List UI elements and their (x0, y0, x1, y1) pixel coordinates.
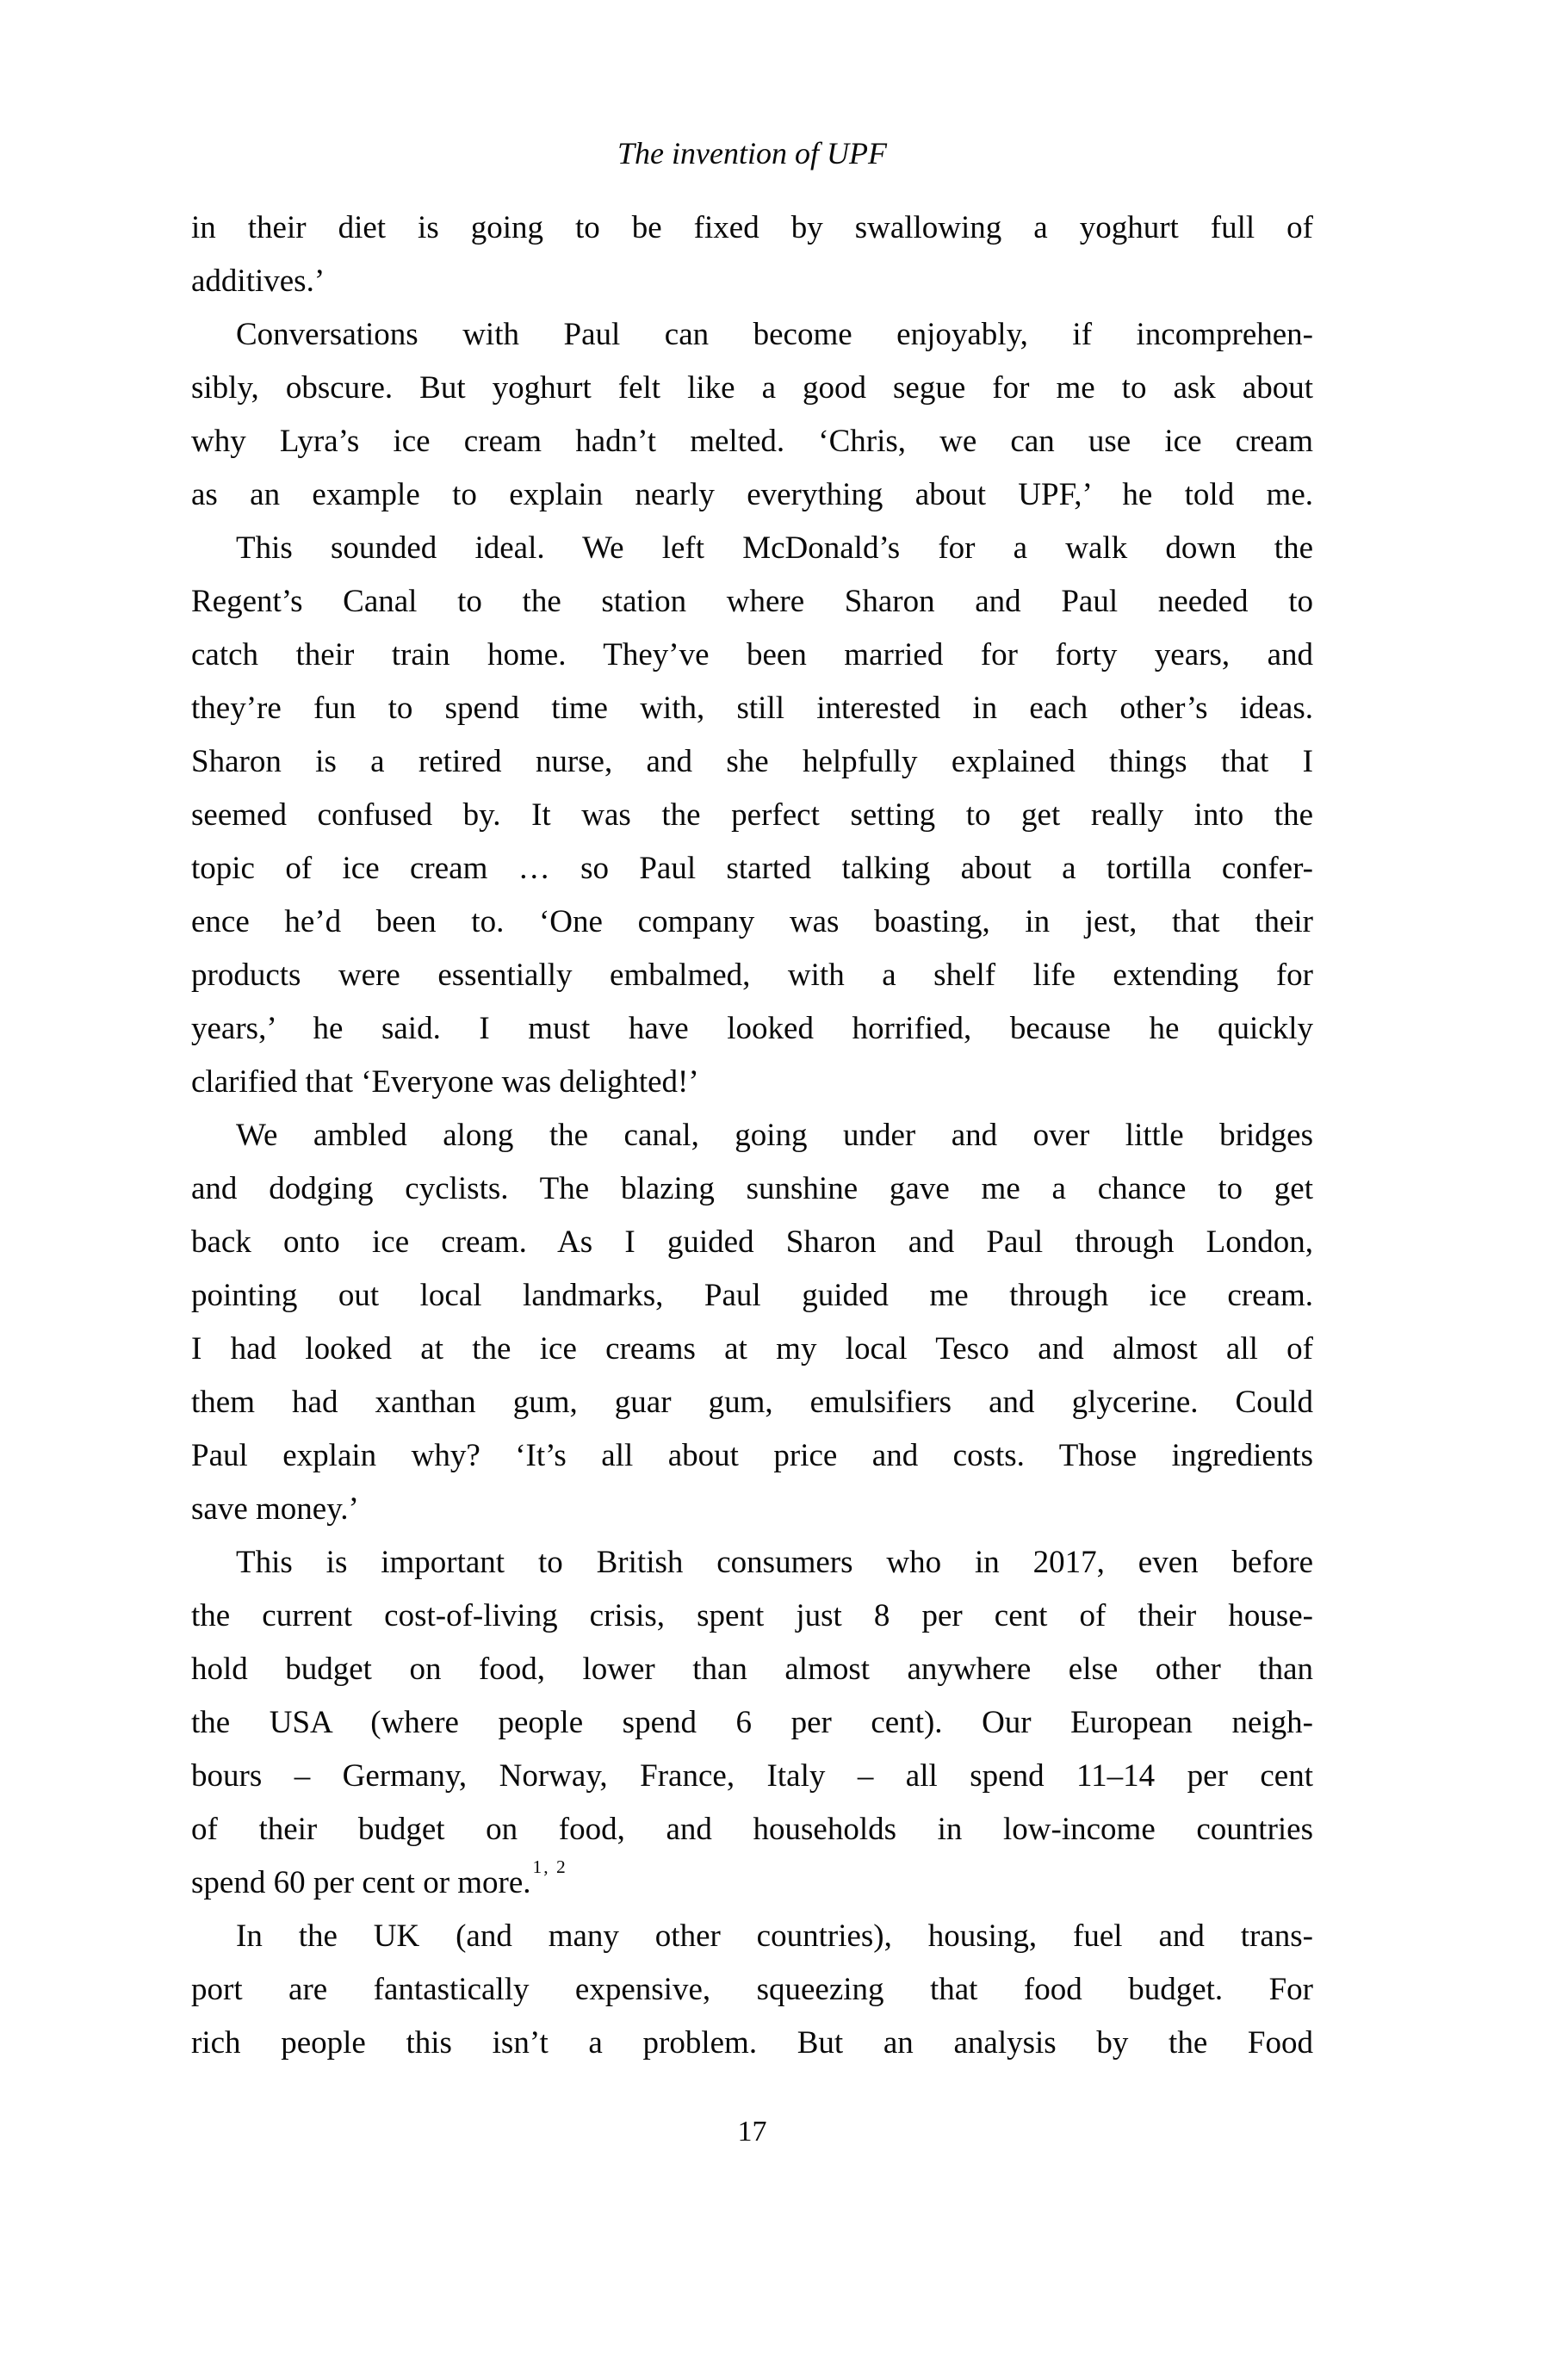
footnote-reference: 1, 2 (532, 1856, 567, 1878)
text-line-content: Conversations with Paul can become enjoyably, if incomprehen- (236, 317, 1313, 352)
text-line-content: years,’ he said. I must have looked horrified, because he quickly (191, 1011, 1313, 1046)
text-line (191, 2017, 1313, 2070)
text-line-content: and dodging cyclists. The blazing sunshine gave me a chance to get (191, 1171, 1313, 1206)
page-number: 17 (737, 2116, 767, 2148)
text-line-content: bours – Germany, Norway, France, Italy – all spend 11–14 per cent (191, 1758, 1313, 1794)
text-line (191, 1856, 1313, 1910)
text-line (191, 1056, 1313, 1109)
text-line (191, 362, 1313, 415)
text-line (191, 308, 1313, 362)
text-line (191, 415, 1313, 468)
text-line (191, 1323, 1313, 1376)
text-line (191, 949, 1313, 1002)
text-line-content: This sounded ideal. We left McDonald’s for a walk down the (236, 530, 1313, 566)
text-line-content: spend 60 per cent or more. (191, 1865, 531, 1900)
text-line (191, 789, 1313, 842)
text-line (191, 842, 1313, 896)
page-body (191, 201, 1313, 2070)
text-line (191, 1910, 1313, 1963)
text-line-content: pointing out local landmarks, Paul guided me through ice cream. (191, 1278, 1313, 1313)
text-line (191, 255, 1313, 308)
text-line (191, 575, 1313, 629)
text-line (191, 1429, 1313, 1483)
text-line-content: sibly, obscure. But yoghurt felt like a good segue for me to ask about (191, 370, 1313, 406)
text-line (191, 1109, 1313, 1162)
text-line-content: of their budget on food, and households in low-income countries (191, 1812, 1313, 1847)
text-line (191, 629, 1313, 682)
text-line-content: This is important to British consumers who in 2017, even before (236, 1545, 1313, 1580)
text-line-content: We ambled along the canal, going under and over little bridges (236, 1118, 1313, 1153)
text-line (191, 1963, 1313, 2017)
text-line-content: the USA (where people spend 6 per cent). Our European neigh- (191, 1705, 1313, 1740)
text-line-content: they’re fun to spend time with, still interested in each other’s ideas. (191, 691, 1313, 726)
text-line-content: I had looked at the ice creams at my local Tesco and almost all of (191, 1331, 1313, 1367)
text-line (191, 896, 1313, 949)
text-line (191, 1376, 1313, 1429)
paragraph (191, 1536, 1313, 1910)
text-line-content: port are fantastically expensive, squeezing that food budget. For (191, 1972, 1313, 2007)
text-line-content: In the UK (and many other countries), housing, fuel and trans- (236, 1918, 1313, 1954)
text-line-content: topic of ice cream … so Paul started talking about a tortilla confer- (191, 851, 1313, 886)
text-line (191, 735, 1313, 789)
text-line-content: hold budget on food, lower than almost anywhere else other than (191, 1652, 1313, 1687)
text-line-content: why Lyra’s ice cream hadn’t melted. ‘Chris, we can use ice cream (191, 424, 1313, 459)
text-line (191, 1590, 1313, 1643)
text-line-content: additives.’ (191, 263, 325, 299)
text-line (191, 1643, 1313, 1696)
text-line-content: catch their train home. They’ve been married for forty years, and (191, 637, 1313, 672)
text-line-content: Regent’s Canal to the station where Sharon and Paul needed to (191, 584, 1313, 619)
text-line-content: products were essentially embalmed, with a shelf life extending for (191, 958, 1313, 993)
text-line-content: save money.’ (191, 1491, 359, 1527)
paragraph (191, 201, 1313, 308)
text-line (191, 1803, 1313, 1856)
text-line-content: back onto ice cream. As I guided Sharon and Paul through London, (191, 1224, 1313, 1260)
text-line-content: clarified that ‘Everyone was delighted!’ (191, 1064, 699, 1100)
text-line-content: seemed confused by. It was the perfect setting to get really into the (191, 797, 1313, 833)
text-line-content: the current cost-of-living crisis, spent just 8 per cent of their house- (191, 1598, 1313, 1633)
text-line-content: as an example to explain nearly everything about UPF,’ he told me. (191, 477, 1313, 512)
text-line (191, 1162, 1313, 1216)
text-line (191, 682, 1313, 735)
text-line-content: Paul explain why? ‘It’s all about price and costs. Those ingredients (191, 1438, 1313, 1473)
text-line (191, 522, 1313, 575)
text-line-content: them had xanthan gum, guar gum, emulsifiers and glycerine. Could (191, 1385, 1313, 1420)
text-line (191, 1269, 1313, 1323)
paragraph (191, 1109, 1313, 1536)
paragraph (191, 308, 1313, 522)
text-line-content: rich people this isn’t a problem. But an analysis by the Food (191, 2025, 1313, 2061)
running-header: The invention of UPF (617, 136, 887, 170)
paragraph (191, 522, 1313, 1109)
paragraph (191, 1910, 1313, 2070)
text-line-content: in their diet is going to be fixed by swallowing a yoghurt full of (191, 210, 1313, 245)
text-line (191, 1216, 1313, 1269)
text-line (191, 1002, 1313, 1056)
text-line (191, 201, 1313, 255)
text-line (191, 1750, 1313, 1803)
text-line (191, 1536, 1313, 1590)
text-line (191, 1696, 1313, 1750)
text-line-content: ence he’d been to. ‘One company was boasting, in jest, that their (191, 904, 1313, 939)
text-line (191, 1483, 1313, 1536)
text-line (191, 468, 1313, 522)
text-line-content: Sharon is a retired nurse, and she helpfully explained things that I (191, 744, 1313, 779)
